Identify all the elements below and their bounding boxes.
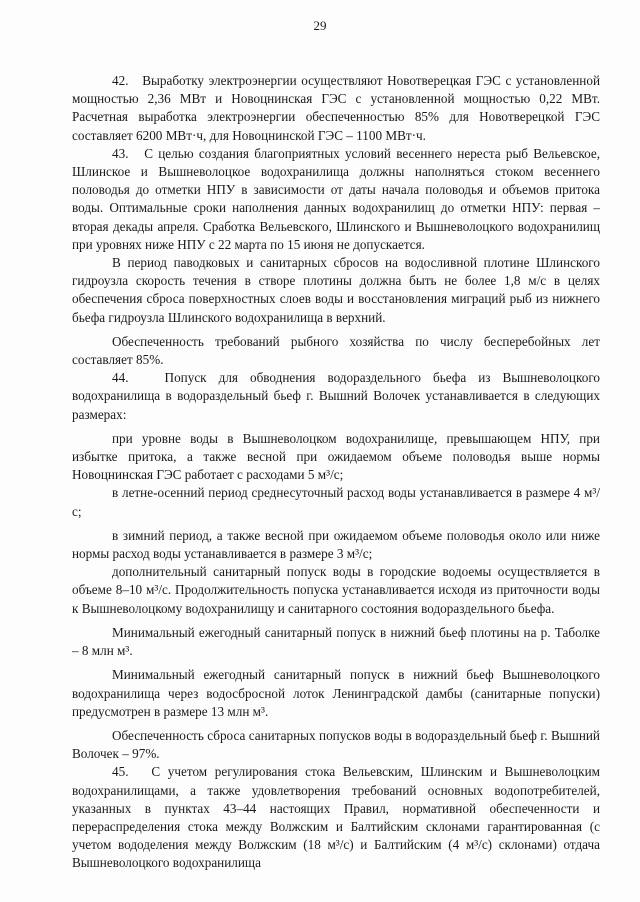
- document-body: [72, 72, 600, 873]
- paragraph-44-leningrad-dam: Минимальный ежегодный санитарный попуск в нижний бьеф Вышневолоцкого водохранилища через водосбросной лоток Ленинградской дамбы (санитарные попуски) предусмотрен в размере 13 млн м³.: [72, 667, 600, 719]
- paragraph-42: 42. Выработку электроэнергии осуществляют Новотверецкая ГЭС с установленной мощностью 2,36 МВт и Новоцнинская ГЭС с установленной мощностью 0,22 МВт. Расчетная выработка электроэнергии обеспеченностью 85% для Новотверецкой ГЭС составляет 6200 МВт·ч, для Новоцнинской ГЭС – 1100 МВт·ч.: [72, 73, 600, 143]
- paragraph-44-additional: дополнительный санитарный попуск воды в городские водоемы осуществляется в объеме 8–10 м³/с. Продолжительность попуска устанавливается исходя из приточности воды к Вышневолоцкому водохранилищу и санитарного состояния водораздельного бьефа.: [72, 564, 600, 616]
- paragraph-44-winter: в зимний период, а также весной при ожидаемом объеме половодья около или ниже нормы расход воды устанавливается в размере 3 м³/с;: [72, 527, 600, 562]
- paragraph-44-reliability: Обеспеченность сброса санитарных попусков воды в водораздельный бьеф г. Вышний Волочек – 97%.: [72, 727, 600, 762]
- paragraph-44-summer-autumn: в летне-осенний период среднесуточный расход воды устанавливается в размере 4 м³/с;: [72, 485, 600, 519]
- paragraph-43-flood-discharge: В период паводковых и санитарных сбросов на водосливной плотине Шлинского гидроузла скорость течения в створе плотины должна быть не более 1,8 м/с в целях обеспечения сброса поверхностных слоев воды и восстановления миграций рыб из нижнего бьефа гидроузла Шлинского водохранилища в верхний.: [72, 255, 600, 325]
- paragraph-43: 43. С целью создания благоприятных условий весеннего нереста рыб Вельевское, Шлинское и Вышневолоцкое водохранилища должны наполняться стоком весеннего половодья до отметки НПУ в зависимости от даты начала половодья и объемов притока воды. Оптимальные сроки наполнения данных водохранилищ до отметки НПУ: первая – вторая декады апреля. Сработка Вельевского, Шлинского и Вышневолоцкого водохранилищ при уровнях ниже НПУ с 22 марта по 15 июня не допускается.: [72, 145, 600, 252]
- paragraph-43-fishery-reliability: Обеспеченность требований рыбного хозяйства по числу бесперебойных лет составляет 85%.: [72, 333, 600, 368]
- paragraph-44-above-npu: при уровне воды в Вышневолоцком водохранилище, превышающем НПУ, при избытке притока, а также весной при ожидаемом объеме половодья выше нормы Новоцнинская ГЭС работает с расходами 5 м³/с;: [72, 430, 600, 483]
- paragraph-44-tabolka: Минимальный ежегодный санитарный попуск в нижний бьеф плотины на р. Таболке – 8 млн м³.: [72, 624, 600, 659]
- paragraph-44: 44. Попуск для обводнения водораздельного бьефа из Вышневолоцкого водохранилища в водораздельный бьеф г. Вышний Волочек устанавливается в следующих размерах:: [72, 370, 600, 422]
- page-number: 29: [313, 18, 327, 33]
- paragraph-45: 45. С учетом регулирования стока Вельевским, Шлинским и Вышневолоцким водохранилищами, а также удовлетворения требований основных водопотребителей, указанных в пунктах 43–44 настоящих Правил, нормативной обеспеченности и перераспределения стока между Волжским и Балтийским склонами гарантированная (с учетом вододеления между Волжским (18 м³/с) и Балтийским (4 м³/с) склонами) отдача Вышневолоцкого водохранилища: [72, 764, 600, 871]
